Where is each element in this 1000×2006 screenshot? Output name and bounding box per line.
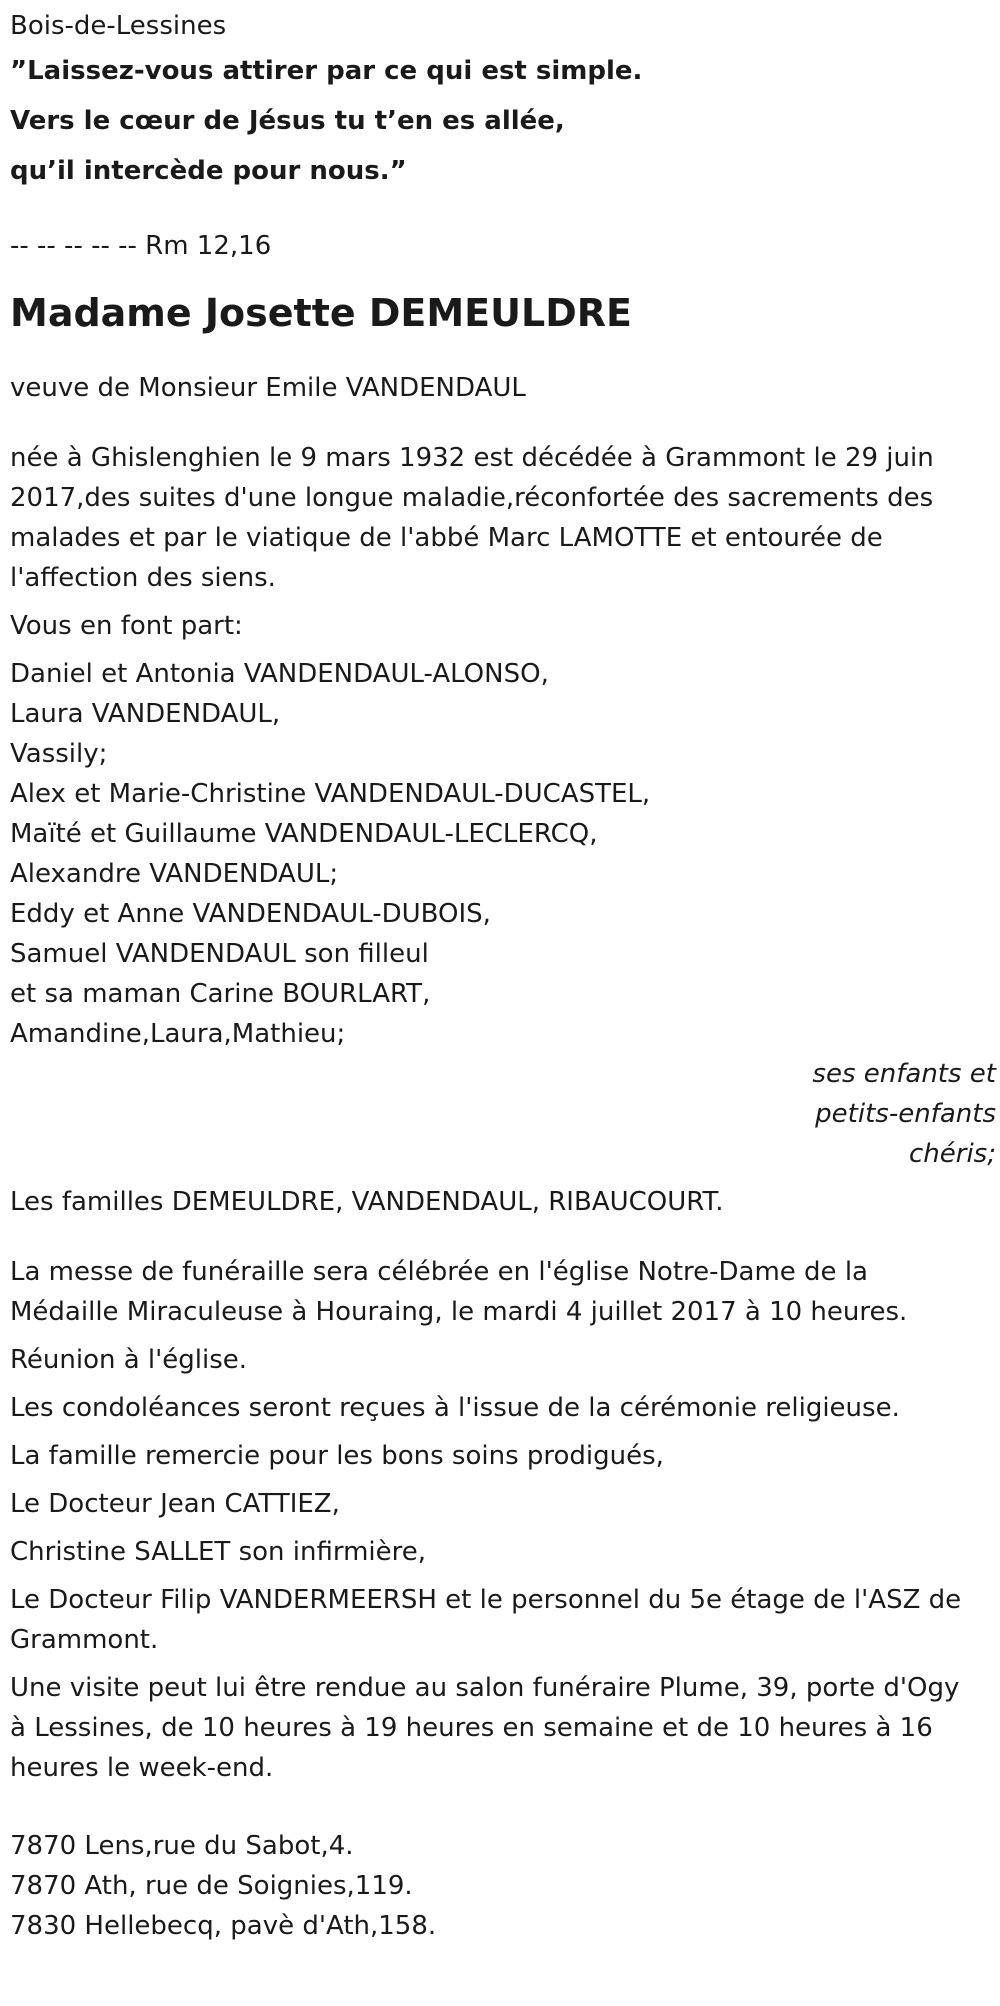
death-notice-line: née à Ghislenghien le 9 mars 1932 est décédée à Grammont le 29 juin [10,443,934,473]
address-line: 7870 Ath, rue de Soignies,119. [10,1871,413,1901]
quote-line: Vers le cœur de Jésus tu t’en es allée, [10,106,565,136]
family-member: Maïté et Guillaume VANDENDAUL-LECLERCQ, [10,819,598,849]
nurse: Christine SALLET son infirmière, [10,1537,426,1567]
deceased-name: Madame Josette DEMEULDRE [10,291,632,335]
obituary-notice [10,6,996,1946]
doctor: Le Docteur Jean CATTIEZ, [10,1489,340,1519]
quote-block [10,46,996,196]
thanks: La famille remercie pour les bons soins prodigués, [10,1441,664,1471]
death-notice-line: malades et par le viatique de l'abbé Marc LAMOTTE et entourée de [10,523,883,553]
address-line: 7830 Hellebecq, pavè d'Ath,158. [10,1911,437,1941]
location: Bois-de-Lessines [10,11,227,41]
family-member: Amandine,Laura,Mathieu; [10,1019,346,1049]
addresses [10,1826,996,1946]
condolences: Les condoléances seront reçues à l'issue de la cérémonie religieuse. [10,1393,900,1423]
meeting: Réunion à l'église. [10,1345,248,1375]
funeral-mass [10,1252,996,1332]
family-member: Samuel VANDENDAUL son filleul [10,939,429,969]
family-member: Laura VANDENDAUL, [10,699,281,729]
hospital-line: Grammont. [10,1625,159,1655]
family-list [10,654,996,1054]
family-role-line: ses enfants et [812,1059,996,1089]
visit-line: heures le week-end. [10,1753,274,1783]
hospital-line: Le Docteur Filip VANDERMEERSH et le personnel du 5e étage de l'ASZ de [10,1585,962,1615]
family-role [10,1054,996,1174]
families: Les familles DEMEULDRE, VANDENDAUL, RIBAUCOURT. [10,1187,724,1217]
family-member: Alexandre VANDENDAUL; [10,859,339,889]
visit-line: Une visite peut lui être rendue au salon funéraire Plume, 39, porte d'Ogy [10,1673,960,1703]
family-member: Daniel et Antonia VANDENDAUL-ALONSO, [10,659,549,689]
quote-reference: -- -- -- -- -- Rm 12,16 [10,231,272,261]
family-member: Vassily; [10,739,108,769]
family-role-line: chéris; [909,1139,996,1169]
family-role-line: petits-enfants [815,1099,996,1129]
funeral-mass-line: Médaille Miraculeuse à Houraing, le mardi 4 juillet 2017 à 10 heures. [10,1297,908,1327]
death-notice-line: l'affection des siens. [10,563,276,593]
family-member: Eddy et Anne VANDENDAUL-DUBOIS, [10,899,491,929]
quote-line: ”Laissez-vous attirer par ce qui est simple. [10,56,643,86]
funeral-mass-line: La messe de funéraille sera célébrée en l'église Notre-Dame de la [10,1257,868,1287]
visit [10,1668,996,1788]
widow-of: veuve de Monsieur Emile VANDENDAUL [10,373,526,403]
hospital [10,1580,996,1660]
death-notice-line: 2017,des suites d'une longue maladie,réconfortée des sacrements des [10,483,934,513]
death-notice [10,438,996,598]
announcers-intro: Vous en font part: [10,611,243,641]
family-member: Alex et Marie-Christine VANDENDAUL-DUCASTEL, [10,779,651,809]
family-member: et sa maman Carine BOURLART, [10,979,431,1009]
address-line: 7870 Lens,rue du Sabot,4. [10,1831,354,1861]
visit-line: à Lessines, de 10 heures à 19 heures en semaine et de 10 heures à 16 [10,1713,933,1743]
quote-line: qu’il intercède pour nous.” [10,156,407,186]
